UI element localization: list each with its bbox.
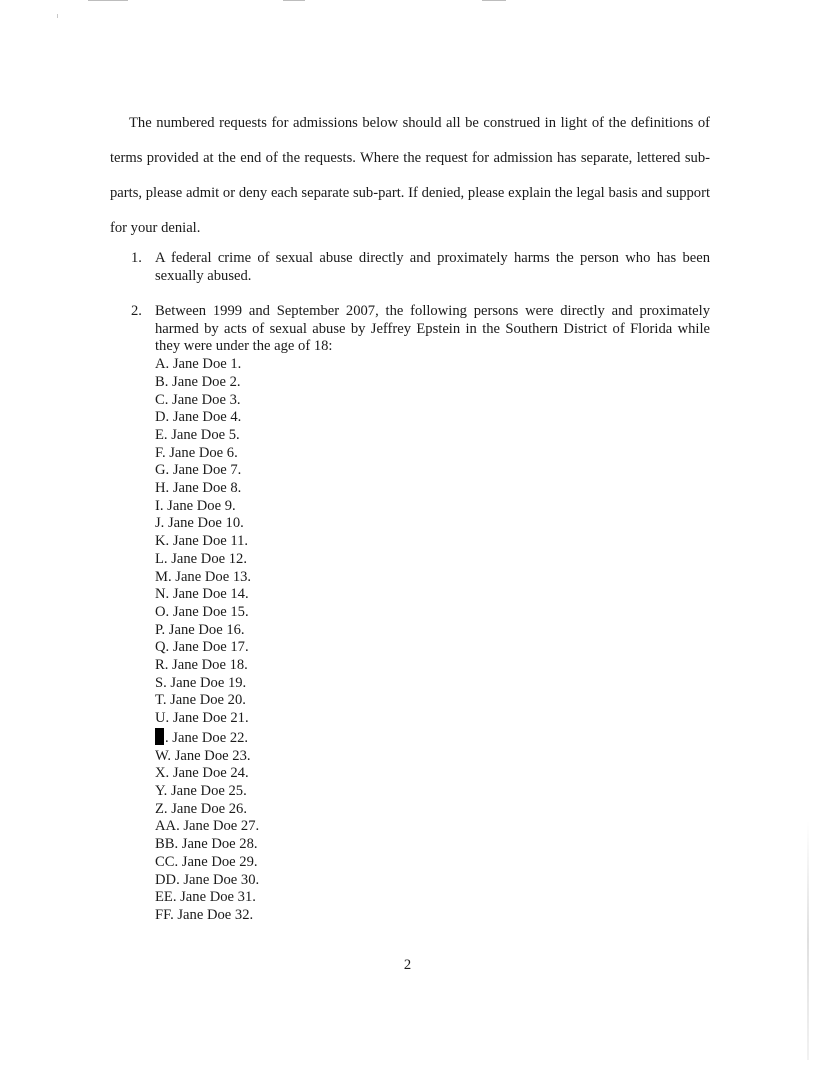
- subpart-text: U. Jane Doe 21.: [155, 710, 249, 727]
- subpart-text: CC. Jane Doe 29.: [155, 853, 258, 870]
- subpart-text: M. Jane Doe 13.: [155, 568, 252, 585]
- request-number: 2.: [131, 303, 142, 319]
- subpart-item: [155, 783, 710, 801]
- subpart-text: FF. Jane Doe 32.: [155, 906, 254, 923]
- subpart-item: [155, 765, 710, 783]
- subpart-item: [155, 356, 710, 374]
- subpart-text: DD. Jane Doe 30.: [155, 871, 260, 888]
- subpart-item: [155, 748, 710, 766]
- request-text: Between 1999 and September 2007, the following persons were directly and proximately harmed by acts of sexual abuse by Jeffrey Epstein in the Southern District of Florida while they were under the age of 18:: [155, 303, 710, 355]
- subpart-item: [155, 498, 710, 516]
- scan-artifact: [482, 0, 506, 1]
- subpart-text: C. Jane Doe 3.: [155, 391, 241, 408]
- subpart-item: [155, 445, 710, 463]
- request-2: [110, 303, 710, 925]
- subpart-item: [155, 675, 710, 693]
- subpart-text: O. Jane Doe 15.: [155, 603, 249, 620]
- subpart-item: [155, 728, 710, 748]
- subpart-item: [155, 872, 710, 890]
- subpart-text: Q. Jane Doe 17.: [155, 639, 249, 656]
- subpart-text: S. Jane Doe 19.: [155, 674, 247, 691]
- subpart-text: D. Jane Doe 4.: [155, 409, 242, 426]
- subpart-text: E. Jane Doe 5.: [155, 426, 240, 443]
- redaction-box: [155, 728, 164, 745]
- subpart-text: X. Jane Doe 24.: [155, 765, 249, 782]
- subpart-text: J. Jane Doe 10.: [155, 515, 244, 532]
- subpart-item: [155, 551, 710, 569]
- subpart-text: AA. Jane Doe 27.: [155, 818, 260, 835]
- request-text: A federal crime of sexual abuse directly and proximately harms the person who has been sexually abused.: [155, 250, 710, 284]
- subpart-item: [155, 639, 710, 657]
- subpart-list: [155, 356, 710, 925]
- subpart-text: A. Jane Doe 1.: [155, 356, 242, 373]
- subpart-item: [155, 710, 710, 728]
- subpart-item: [155, 586, 710, 604]
- subpart-item: [155, 907, 710, 925]
- subpart-text: Y. Jane Doe 25.: [155, 782, 247, 799]
- subpart-text: BB. Jane Doe 28.: [155, 836, 258, 853]
- request-body: [155, 303, 710, 925]
- scan-artifact: [57, 14, 58, 18]
- subpart-item: [155, 392, 710, 410]
- subpart-item: [155, 818, 710, 836]
- subpart-text: F. Jane Doe 6.: [155, 444, 238, 461]
- subpart-item: [155, 462, 710, 480]
- subpart-text: W. Jane Doe 23.: [155, 747, 251, 764]
- subpart-text: I. Jane Doe 9.: [155, 497, 236, 514]
- subpart-item: [155, 889, 710, 907]
- scan-artifact: [88, 0, 128, 1]
- scan-edge-shadow: [807, 820, 809, 1060]
- subpart-item: [155, 692, 710, 710]
- subpart-item: [155, 409, 710, 427]
- subpart-item: [155, 854, 710, 872]
- subpart-item: [155, 836, 710, 854]
- scan-artifact: [283, 0, 305, 1]
- request-number: 1.: [131, 250, 142, 266]
- subpart-text: R. Jane Doe 18.: [155, 657, 248, 674]
- subpart-text: L. Jane Doe 12.: [155, 550, 247, 567]
- subpart-item: [155, 533, 710, 551]
- subpart-item: [155, 480, 710, 498]
- subpart-text: G. Jane Doe 7.: [155, 462, 242, 479]
- subpart-item: [155, 657, 710, 675]
- intro-paragraph: The numbered requests for admissions below should all be construed in light of the definitions of terms provided at the end of the requests. Where the request for admission has separate, lettered sub-parts, please admit or deny each separate sub-part. If denied, please explain the legal basis and support for your denial.: [110, 115, 710, 236]
- subpart-item: [155, 427, 710, 445]
- subpart-text: EE. Jane Doe 31.: [155, 889, 256, 906]
- subpart-item: [155, 801, 710, 819]
- subpart-text: B. Jane Doe 2.: [155, 373, 241, 390]
- subpart-text: H. Jane Doe 8.: [155, 480, 242, 497]
- subpart-item: [155, 515, 710, 533]
- subpart-text: T. Jane Doe 20.: [155, 692, 246, 709]
- subpart-text: N. Jane Doe 14.: [155, 586, 249, 603]
- subpart-text: P. Jane Doe 16.: [155, 621, 245, 638]
- subpart-item: [155, 374, 710, 392]
- subpart-text: Z. Jane Doe 26.: [155, 800, 247, 817]
- subpart-item: [155, 604, 710, 622]
- subpart-item: [155, 622, 710, 640]
- subpart-text: K. Jane Doe 11.: [155, 533, 249, 550]
- page-number: 2: [403, 957, 412, 973]
- subpart-item: [155, 569, 710, 587]
- request-1: [110, 250, 710, 285]
- subpart-text: . Jane Doe 22.: [165, 729, 249, 746]
